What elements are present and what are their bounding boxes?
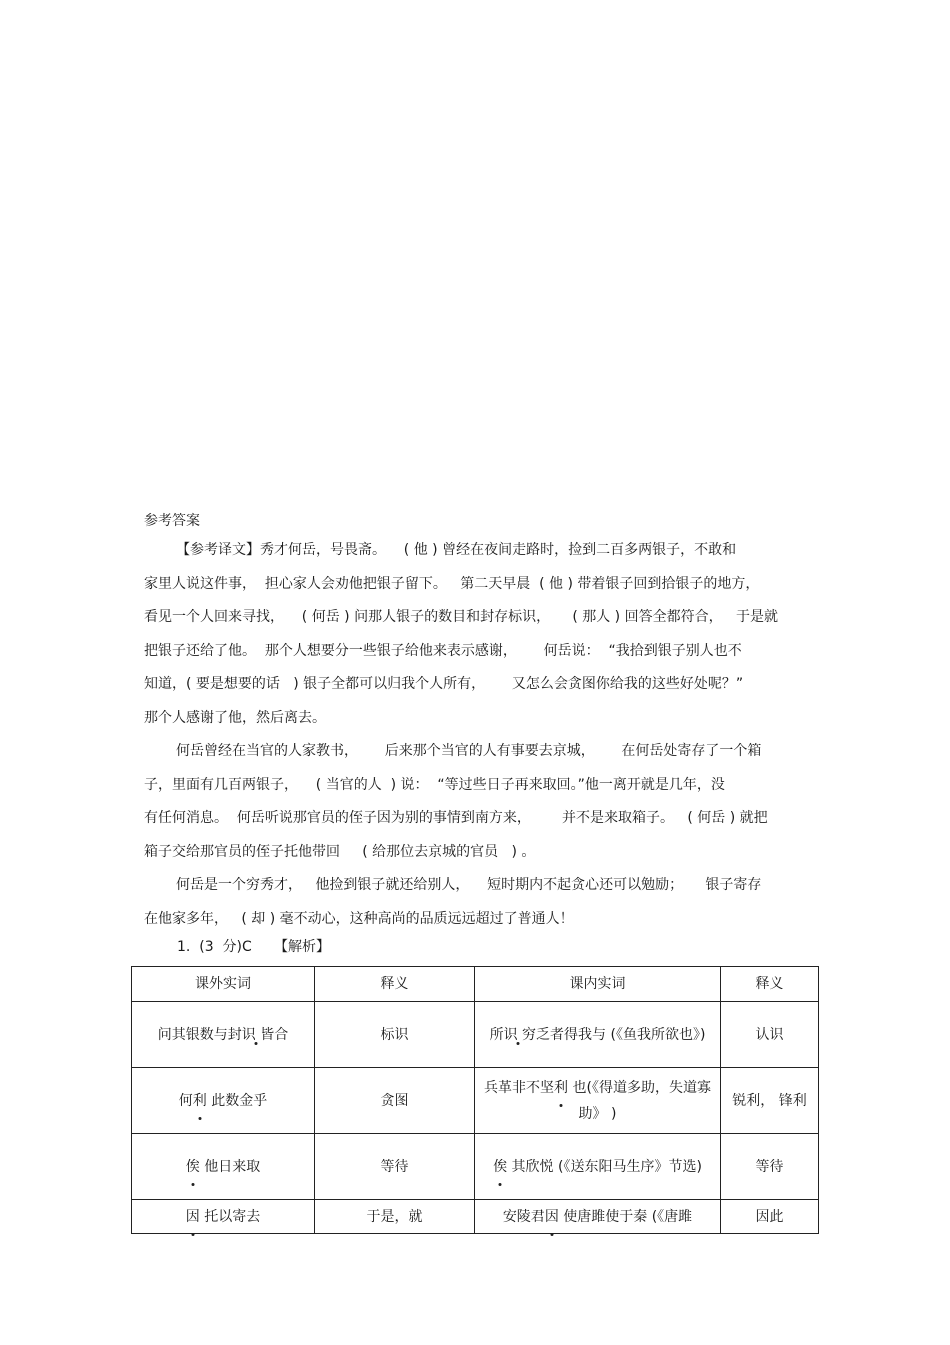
meaning-cell: 认识 [721,1002,819,1068]
meaning-cell: 因此 [721,1200,819,1234]
meaning-cell: 贪图 [315,1068,475,1134]
table-row [132,1002,819,1068]
translation-paragraph-2 [144,741,824,875]
meaning-cell: 锐利， 锋利 [721,1068,819,1134]
translation-paragraph-1 [144,540,824,741]
extra-word-cell: 俟 他日来取 [132,1134,315,1200]
translation-paragraph-3 [144,875,824,942]
text-line: 【参考译文】秀才何岳，号畏斋。 ( 他 ) 曾经在夜间走路时，捡到二百多两银子，不敢和 [176,542,737,558]
question-1-answer: 1. (3 分)C 【解析】 [177,939,331,955]
meaning-cell: 于是，就 [315,1200,475,1234]
table-row [132,1068,819,1134]
meaning-cell: 等待 [721,1134,819,1200]
header-cell: 释义 [721,967,819,1002]
emphasis-dot-char: 俟 [493,1154,507,1180]
header-cell: 释义 [315,967,475,1002]
extra-word-cell: 问其银数与封识 皆合 [132,1002,315,1068]
text-line: 把银子还给了他。 那个人想要分一些银子给他来表示感谢， 何岳说： “我拾到银子别人也不 [144,642,742,659]
answer-heading: 参考答案 [144,513,200,529]
inner-word-cell: 兵革非不坚利 也(《得道多助，失道寡助》 ) [475,1068,721,1134]
text-line: 何岳是一个穷秀才， 他捡到银子就还给别人， 短时期内不起贪心还可以勉励； 银子寄存 [176,877,762,893]
inner-word-cell: 俟 其欣悦 (《送东阳马生序》节选) [475,1134,721,1200]
inner-word-cell: 安陵君因 使唐雎使于秦 (《唐雎 [475,1200,721,1234]
header-cell: 课内实词 [475,967,721,1002]
text-line: 看见一个人回来寻找， ( 何岳 ) 问那人银子的数目和封存标识， ( 那人 ) 回答全都符合， 于是就 [144,609,778,625]
text-line: 箱子交给那官员的侄子托他带回 ( 给那位去京城的官员 ) 。 [144,843,536,860]
text-line: 有任何消息。 何岳听说那官员的侄子因为别的事情到南方来， 并不是来取箱子。 ( 何岳 ) 就把 [144,810,768,826]
meaning-cell: 等待 [315,1134,475,1200]
table-row [132,1200,819,1234]
emphasis-dot-char: 因 [186,1204,200,1230]
emphasis-dot-char: 俟 [186,1154,200,1180]
emphasis-dot-char: 因 [545,1204,559,1230]
table-row [132,1134,819,1200]
inner-word-cell: 所识 穷乏者得我与 (《鱼我所欲也》) [475,1002,721,1068]
meaning-cell: 标识 [315,1002,475,1068]
text-line: 家里人说这件事， 担心家人会劝他把银子留下。 第二天早晨 ( 他 ) 带着银子回到拾银子的地方， [144,575,760,592]
text-line: 在他家多年， ( 却 ) 毫不动心，这种高尚的品质远远超过了普通人！ [144,910,574,927]
emphasis-dot-char: 利 [193,1088,207,1114]
extra-word-cell: 何利 此数金乎 [132,1068,315,1134]
text-line: 何岳曾经在当官的人家教书， 后来那个当官的人有事要去京城， 在何岳处寄存了一个箱 [176,743,762,759]
extra-word-cell: 因 托以寄去 [132,1200,315,1234]
vocabulary-table [131,966,819,1234]
text-line: 知道，( 要是想要的话 ) 银子全都可以归我个人所有， 又怎么会贪图你给我的这些好处呢？” [144,676,744,692]
header-cell: 课外实词 [132,967,315,1002]
text-line: 那个人感谢了他，然后离去。 [144,709,326,726]
text-line: 子，里面有几百两银子， ( 当官的人 ) 说： “等过些日子再来取回。”他一离开就是几年，没 [144,776,725,793]
emphasis-dot-char: 利 [554,1075,568,1101]
table-header-row [132,967,819,1002]
